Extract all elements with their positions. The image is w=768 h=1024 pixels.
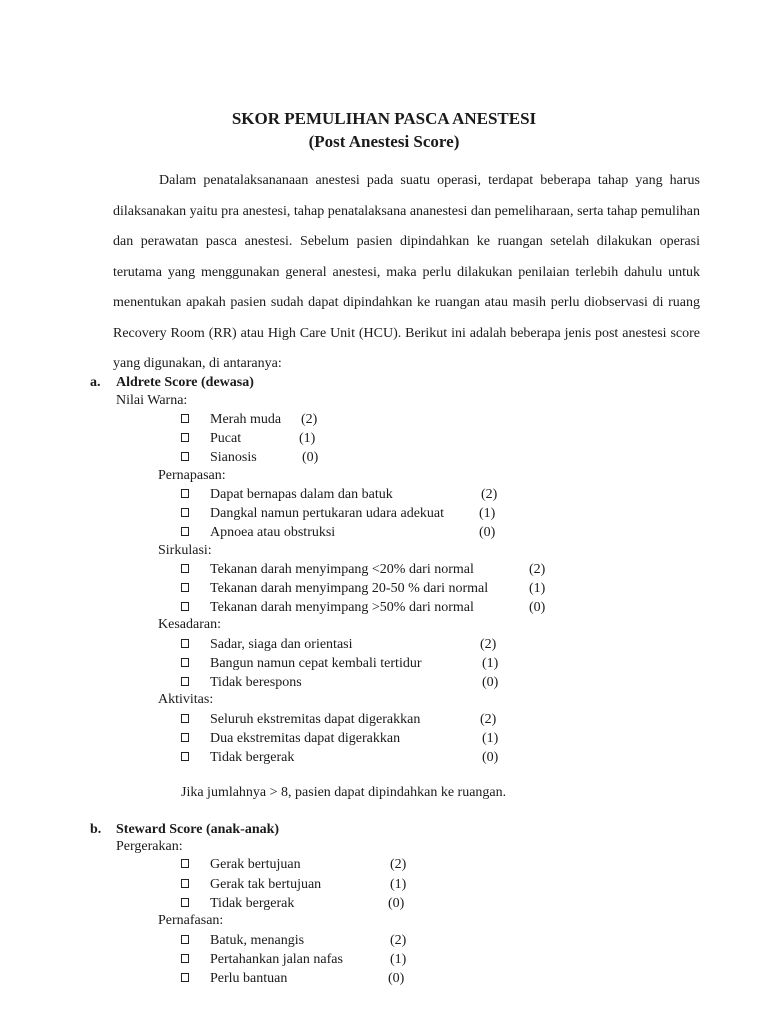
section-b-marker: b. — [90, 822, 102, 837]
group-label-aktivitas: Aktivitas: — [158, 692, 214, 707]
item-score: (2) — [481, 487, 498, 502]
item-text: Apnoea atau obstruksi — [210, 525, 336, 540]
item-text: Tidak bergerak — [210, 750, 295, 765]
item-text: Dangkal namun pertukaran udara adekuat — [210, 506, 445, 521]
item-score: (2) — [390, 933, 407, 948]
checkbox-icon — [181, 935, 189, 944]
checkbox-icon — [181, 452, 189, 461]
item-text: Pertahankan jalan nafas — [210, 952, 343, 967]
item-text: Tekanan darah menyimpang >50% dari normal — [210, 600, 474, 615]
item-score: (2) — [301, 412, 318, 427]
item-text: Sianosis — [210, 450, 257, 465]
item-score: (2) — [529, 562, 546, 577]
item-text: Gerak bertujuan — [210, 857, 301, 872]
item-text: Perlu bantuan — [210, 971, 288, 986]
checkbox-icon — [181, 733, 189, 742]
checkbox-icon — [181, 527, 189, 536]
checkbox-icon — [181, 583, 189, 592]
item-score: (2) — [480, 637, 497, 652]
checkbox-icon — [181, 564, 189, 573]
item-text: Tekanan darah menyimpang <20% dari normal — [210, 562, 474, 577]
item-score: (1) — [299, 431, 316, 446]
intro-paragraph: Dalam penatalaksananaan anestesi pada suatu operasi, terdapat beberapa tahap yang harus dilaksanakan yaitu pra anestesi, tahap penatalaksana ananestesi dan pemeliharaan, serta tahap pemulihan dan perawatan pasca anestesi. Sebelum pasien dipindahkan ke ruangan setelah dilakukan operasi terutama yang menggunakan general anestesi, maka perlu dilakukan penilaian terlebih dahulu untuk menentukan apakah pasien sudah dapat dipindahkan ke ruangan atau masih perlu diobservasi di ruang Recovery Room (RR) atau High Care Unit (HCU). Berikut ini adalah beberapa jenis post anestesi score yang digunakan, di antaranya: — [113, 173, 700, 371]
checkbox-icon — [181, 714, 189, 723]
item-score: (2) — [480, 712, 497, 727]
section-a-heading: Aldrete Score (dewasa) — [116, 375, 254, 390]
item-score: (1) — [479, 506, 496, 521]
item-score: (2) — [390, 857, 407, 872]
checkbox-icon — [181, 639, 189, 648]
item-text: Pucat — [210, 431, 242, 446]
checkbox-icon — [181, 752, 189, 761]
checkbox-icon — [181, 898, 189, 907]
group-label-pernapasan: Pernapasan: — [158, 468, 226, 483]
item-text: Seluruh ekstremitas dapat digerakkan — [210, 712, 421, 727]
group-label-kesadaran: Kesadaran: — [158, 617, 221, 632]
section-a-marker: a. — [90, 375, 101, 390]
checkbox-icon — [181, 658, 189, 667]
group-label-pergerakan: Pergerakan: — [116, 839, 183, 854]
checkbox-icon — [181, 602, 189, 611]
item-text: Gerak tak bertujuan — [210, 877, 322, 892]
checkbox-icon — [181, 954, 189, 963]
item-score: (0) — [479, 525, 496, 540]
item-score: (1) — [482, 656, 499, 671]
section-b-heading: Steward Score (anak-anak) — [116, 822, 280, 837]
checkbox-icon — [181, 859, 189, 868]
page-title: SKOR PEMULIHAN PASCA ANESTESI — [231, 109, 537, 128]
item-score: (0) — [388, 896, 405, 911]
item-text: Tidak bergerak — [210, 896, 295, 911]
item-score: (1) — [390, 952, 407, 967]
checkbox-icon — [181, 489, 189, 498]
item-score: (1) — [390, 877, 407, 892]
page-subtitle: (Post Anestesi Score) — [308, 132, 460, 151]
checkbox-icon — [181, 433, 189, 442]
item-score: (0) — [482, 675, 499, 690]
item-text: Sadar, siaga dan orientasi — [210, 637, 353, 652]
item-text: Merah muda — [210, 412, 282, 427]
item-score: (0) — [529, 600, 546, 615]
checkbox-icon — [181, 879, 189, 888]
item-score: (0) — [388, 971, 405, 986]
item-text: Bangun namun cepat kembali tertidur — [210, 656, 422, 671]
item-text: Tekanan darah menyimpang 20-50 % dari normal — [210, 581, 489, 596]
item-text: Dapat bernapas dalam dan batuk — [210, 487, 393, 502]
item-score: (0) — [302, 450, 319, 465]
group-label-pernafasan: Pernafasan: — [158, 913, 224, 928]
group-label-nilai-warna: Nilai Warna: — [116, 393, 188, 408]
checkbox-icon — [181, 677, 189, 686]
checkbox-icon — [181, 414, 189, 423]
section-a-note: Jika jumlahnya > 8, pasien dapat dipindahkan ke ruangan. — [181, 785, 507, 800]
item-score: (1) — [482, 731, 499, 746]
item-text: Batuk, menangis — [210, 933, 305, 948]
item-score: (1) — [529, 581, 546, 596]
item-score: (0) — [482, 750, 499, 765]
item-text: Tidak berespons — [210, 675, 302, 690]
group-label-sirkulasi: Sirkulasi: — [158, 543, 212, 558]
item-text: Dua ekstremitas dapat digerakkan — [210, 731, 401, 746]
checkbox-icon — [181, 508, 189, 517]
checkbox-icon — [181, 973, 189, 982]
